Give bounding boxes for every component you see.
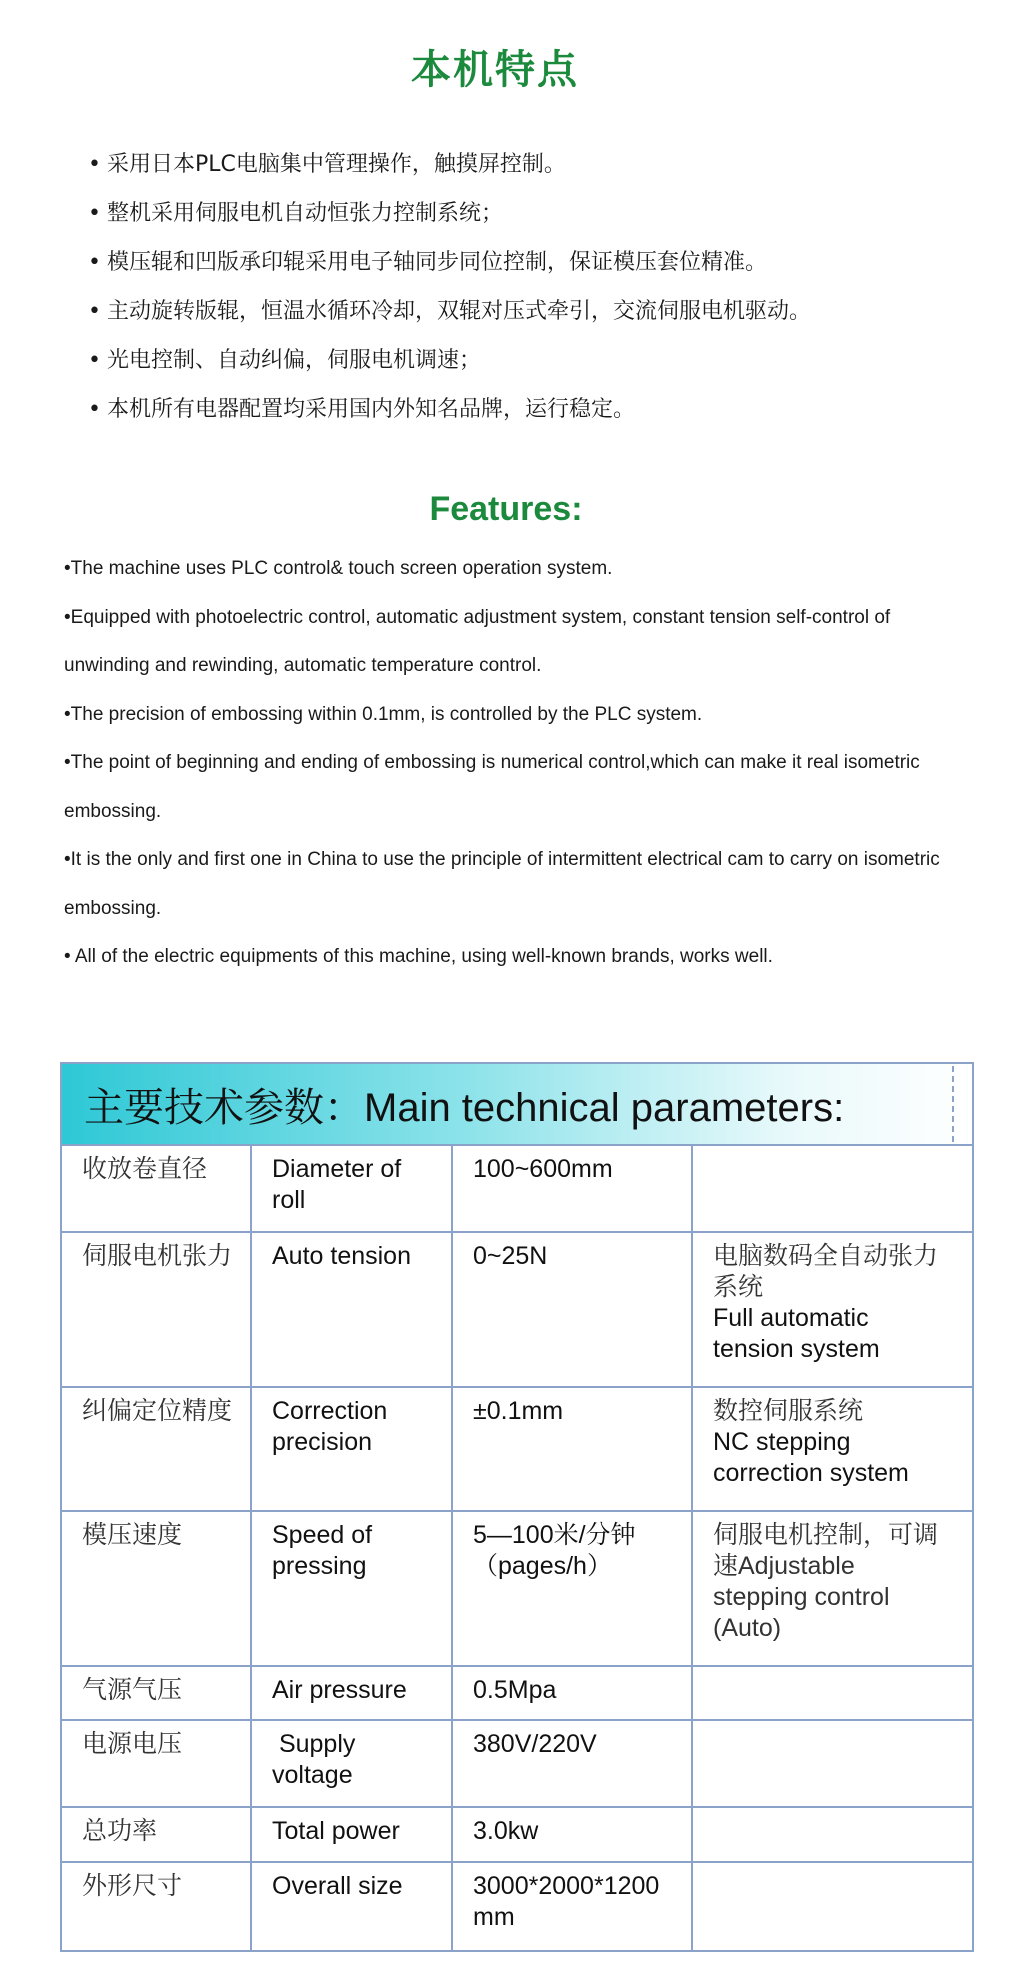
param-en-label: Auto tension: [251, 1232, 452, 1387]
table-row: [62, 1862, 972, 1950]
en-feature-item: •It is the only and first one in China to use the principle of intermittent electrical cam to carry on isometric embossing.: [64, 849, 940, 919]
param-cn-label: 总功率: [62, 1807, 251, 1862]
en-feature-item: • All of the electric equipments of this machine, using well-known brands, works well.: [64, 946, 773, 967]
param-note-cn: 数控伺服系统: [713, 1397, 864, 1425]
en-feature-item: •The precision of embossing within 0.1mm, is controlled by the PLC system.: [64, 703, 703, 725]
param-value: 100~600mm: [452, 1146, 692, 1232]
param-en-label: Supply voltage: [251, 1720, 452, 1807]
param-value: 380V/220V: [452, 1720, 692, 1807]
param-note: [692, 1511, 972, 1666]
param-en-label: Speed of pressing: [251, 1511, 452, 1666]
param-note: [692, 1232, 972, 1387]
cn-feature-item: • 采用日本PLC电脑集中管理操作，触摸屏控制。: [88, 140, 988, 189]
param-value: 0.5Mpa: [452, 1666, 692, 1720]
param-note: [692, 1146, 972, 1232]
en-feature-item: •Equipped with photoelectric control, automatic adjustment system, constant tension self-control of unwinding and rewinding, automatic temperature control.: [64, 606, 891, 676]
table-row: [62, 1720, 972, 1807]
param-note: [692, 1720, 972, 1807]
cn-section-title: 本机特点: [411, 47, 579, 93]
param-note-cn: 伺服电机控制，可调速Adjustable stepping control (Auto): [713, 1521, 939, 1642]
cn-feature-item: • 光电控制、自动纠偏，伺服电机调速；: [88, 336, 988, 385]
en-feature-item: •The point of beginning and ending of embossing is numerical control,which can make it real isometric embossing.: [64, 752, 920, 822]
params-table-body: [62, 1146, 972, 1950]
param-cn-label: 外形尺寸: [62, 1862, 251, 1950]
param-cn-label: 电源电压: [62, 1720, 251, 1807]
param-note: [692, 1862, 972, 1950]
param-note-cn: 电脑数码全自动张力系统: [713, 1242, 939, 1301]
table-row: [62, 1666, 972, 1720]
params-table: [60, 1062, 974, 1952]
en-feature-list: [64, 545, 954, 982]
param-note: [692, 1387, 972, 1511]
cn-feature-item: • 整机采用伺服电机自动恒张力控制系统；: [88, 189, 988, 238]
params-table-header: 主要技术参数：Main technical parameters:: [62, 1064, 972, 1146]
table-row: [62, 1146, 972, 1232]
param-note-en: NC stepping correction system: [713, 1428, 909, 1487]
table-row: [62, 1511, 972, 1666]
en-feature-item: •The machine uses PLC control& touch screen operation system.: [64, 558, 613, 579]
param-cn-label: 收放卷直径: [62, 1146, 251, 1232]
param-value: ±0.1mm: [452, 1387, 692, 1511]
param-note: [692, 1807, 972, 1862]
cn-feature-list: [88, 140, 988, 434]
param-cn-label: 纠偏定位精度: [62, 1387, 251, 1511]
table-row: [62, 1232, 972, 1387]
param-note-en: Full automatic tension system: [713, 1304, 880, 1363]
param-value: 5—100米/分钟（pages/h）: [452, 1511, 692, 1666]
cn-feature-item: • 主动旋转版辊，恒温水循环冷却，双辊对压式牵引，交流伺服电机驱动。: [88, 287, 988, 336]
param-cn-label: 伺服电机张力: [62, 1232, 251, 1387]
cn-feature-item: • 模压辊和凹版承印辊采用电子轴同步同位控制，保证模压套位精准。: [88, 238, 988, 287]
param-en-label: Total power: [251, 1807, 452, 1862]
param-en-label: Diameter of roll: [251, 1146, 452, 1232]
param-en-label: Correction precision: [251, 1387, 452, 1511]
table-row: [62, 1387, 972, 1511]
param-value: 0~25N: [452, 1232, 692, 1387]
param-en-label: Overall size: [251, 1862, 452, 1950]
cn-feature-item: • 本机所有电器配置均采用国内外知名品牌，运行稳定。: [88, 385, 988, 434]
param-note: [692, 1666, 972, 1720]
param-value: 3000*2000*1200 mm: [452, 1862, 692, 1950]
param-value: 3.0kw: [452, 1807, 692, 1862]
param-cn-label: 模压速度: [62, 1511, 251, 1666]
param-cn-label: 气源气压: [62, 1666, 251, 1720]
table-row: [62, 1807, 972, 1862]
param-en-label: Air pressure: [251, 1666, 452, 1720]
en-section-title: Features:: [429, 490, 583, 528]
